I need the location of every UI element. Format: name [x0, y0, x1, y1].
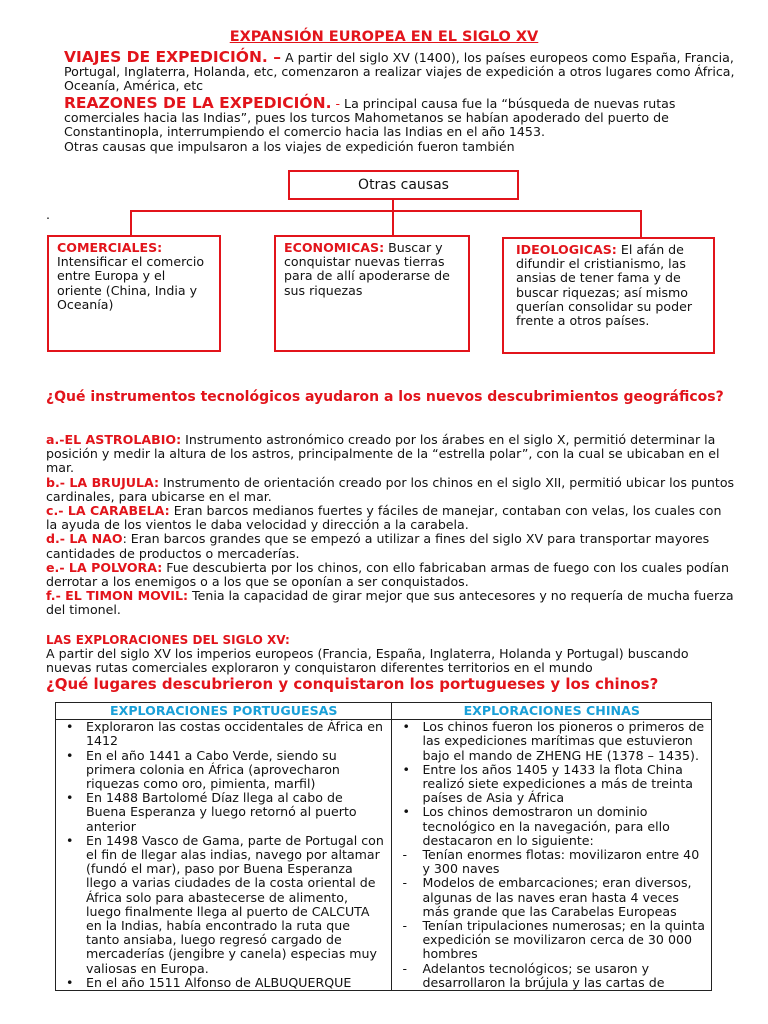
nao-label: d.- LA NAO	[46, 531, 123, 547]
list-item: • En el año 1511 Alfonso de ALBUQUERQUE	[62, 976, 385, 990]
list-item: • Los chinos fueron los pioneros o primeros de las expediciones marítimas que estuvieron bajo el mando de ZHENG HE (1378 – 1435).	[398, 720, 705, 763]
stray-dot: .	[46, 207, 51, 222]
lugares-question: ¿Qué lugares descubrieron y conquistaron los portugueses y los chinos?	[46, 675, 659, 693]
polvora-label: e.- LA POLVORA:	[46, 559, 163, 575]
astrolabio-label: a.-EL ASTROLABIO:	[46, 432, 182, 447]
cell-portuguesas	[56, 720, 392, 991]
instrument-carabela	[46, 504, 736, 532]
razones-dash: -	[331, 96, 345, 111]
polvora-text: Fue descubierta por los chinos, con ello fabricaban armas de fuego con los cuales podían derrotar a los enemigos o a los que se oponían a ser conquistados.	[46, 559, 729, 590]
viajes-text: A partir del siglo XV (1400), los países europeos como España, Francia, Portugal, Inglaterra, Holanda, etc, comenzaron a realizar viajes de expedición a otros lugares como África, Oceanía, América, etc	[64, 50, 735, 94]
list-item: • Los chinos demostraron un dominio tecnológico en la navegación, para ello destacaron en lo siguiente:	[398, 805, 705, 848]
diagram-root-box	[288, 170, 519, 200]
comerciales-label: COMERCIALES:	[57, 240, 163, 255]
ideologicas-text: El afán de difundir el cristianismo, las ansias de tener fama y de buscar riquezas; así mismo querían consolidar su poder frente a otros países.	[516, 242, 693, 329]
nao-text: : Eran barcos grandes que se empezó a utilizar a fines del siglo XV para transportar mayores cantidades de productos o mercaderías.	[46, 531, 710, 561]
exploraciones-table	[55, 702, 712, 991]
exploraciones-heading: LAS EXPLORACIONES DEL SIGLO XV:	[46, 633, 290, 647]
exploraciones-text: A partir del siglo XV los imperios europeos (Francia, España, Inglaterra, Holanda y Portugal) buscando nuevas rutas comerciales exploraron y conquistaron diferentes territorios en el mundo	[46, 646, 689, 676]
razones-label: REAZONES DE LA EXPEDICIÓN.	[64, 94, 332, 112]
economicas-text: Buscar y conquistar nuevas tierras para de allí apoderarse de sus riquezas	[284, 240, 450, 298]
instrument-brujula	[46, 476, 736, 504]
exploraciones-section	[46, 633, 736, 676]
instrument-timon	[46, 589, 736, 617]
diagram-root-label: Otras causas	[358, 177, 449, 193]
cell-chinas	[392, 720, 712, 991]
header-chinas: EXPLORACIONES CHINAS	[392, 703, 712, 720]
list-item: • Entre los años 1405 y 1433 la flota China realizó siete expediciones a más de treinta países de Asia y África	[398, 763, 705, 806]
economicas-label: ECONOMICAS:	[284, 240, 385, 255]
document-title: EXPANSIÓN EUROPEA EN EL SIGLO XV	[229, 29, 539, 45]
list-item: • En el año 1441 a Cabo Verde, siendo su primera colonia en África (aprovecharon riquezas como oro, pimienta, marfil)	[62, 749, 385, 792]
carabela-label: c.- LA CARABELA:	[46, 503, 170, 519]
razones-text: La principal causa fue la “búsqueda de nuevas rutas comerciales hacia las Indias”, pues los turcos Mahometanos se habían apoderado del puerto de Constantinopla, interrumpiendo el comercio hacia las Indias en el año 1453.	[64, 96, 676, 140]
brujula-text: Instrumento de orientación creado por los chinos en el siglo XII, permitió ubicar los puntos cardinales, para ubicarse en el mar.	[46, 474, 735, 504]
otras-causas-intro: Otras causas que impulsaron a los viajes de expedición fueron también	[64, 138, 515, 154]
table-row	[56, 720, 712, 991]
sub-list-item: - Modelos de embarcaciones; eran diversos, algunas de las naves eran hasta 4 veces más grande que las Carabelas Europeas	[402, 876, 705, 919]
list-item: • Exploraron las costas occidentales de África en 1412	[62, 720, 385, 748]
list-item: • En 1498 Vasco de Gama, parte de Portugal con el fin de llegar alas indias, navego por altamar (fundó el mar), paso por Buena Esperanza llego a varias ciudades de la costa oriental de África solo para abastecerse de alimento, luego finalmente llega al puerto de CALCUTA en la Indias, había encontrado la ruta que tanto ansiaba, luego regresó cargado de mercaderías (jengibre y canela) especias muy valiosas en Europa.	[62, 834, 385, 976]
instrument-astrolabio	[46, 433, 736, 476]
instrument-nao	[46, 532, 736, 560]
chinas-list	[398, 720, 705, 848]
ideologicas-label: IDEOLOGICAS:	[516, 242, 617, 257]
portuguesas-list	[62, 720, 385, 990]
viajes-section	[64, 50, 744, 94]
sub-list-item: - Tenían tripulaciones numerosas; en la quinta expedición se movilizaron cerca de 30 000 hombres	[402, 919, 705, 962]
sub-list-item: - Adelantos tecnológicos; se usaron y desarrollaron la brújula y las cartas de	[402, 962, 705, 990]
connector-middle	[392, 210, 394, 236]
viajes-label: VIAJES DE EXPEDICIÓN. –	[64, 48, 281, 66]
brujula-label: b.- LA BRUJULA:	[46, 474, 160, 490]
timon-label: f.- EL TIMON MOVIL:	[46, 588, 189, 604]
box-economicas	[274, 235, 470, 352]
carabela-text: Eran barcos medianos fuertes y fáciles de manejar, contaban con velas, los cuales con la ayuda de los vientos le daba velocidad y dirección a la carabela.	[46, 503, 722, 533]
connector-right	[640, 210, 642, 238]
instrument-polvora	[46, 561, 736, 589]
astrolabio-text: Instrumento astronómico creado por los árabes en el siglo X, permitió determinar la posición y medir la altura de los astros, principalmente de la “estrella polar”, con la cual se ubicaban en el mar.	[46, 432, 720, 476]
instrumentos-question: ¿Qué instrumentos tecnológicos ayudaron a los nuevos descubrimientos geográficos?	[46, 389, 724, 405]
connector-horizontal	[130, 210, 642, 212]
table-header-row	[56, 703, 712, 720]
timon-text: Tenia la capacidad de girar mejor que sus antecesores y no requería de mucha fuerza del timonel.	[46, 588, 734, 618]
box-comerciales	[47, 235, 221, 352]
comerciales-text: Intensificar el comercio entre Europa y el oriente (China, India y Oceanía)	[57, 254, 205, 312]
chinas-sub-list	[402, 848, 705, 990]
connector-left	[130, 210, 132, 236]
header-portuguesas: EXPLORACIONES PORTUGUESAS	[56, 703, 392, 720]
instrumentos-list	[46, 433, 736, 618]
sub-list-item: - Tenían enormes flotas: movilizaron entre 40 y 300 naves	[402, 848, 705, 876]
list-item: • En 1488 Bartolomé Díaz llega al cabo de Buena Esperanza y luego retornó al puerto anterior	[62, 791, 385, 834]
box-ideologicas	[502, 237, 715, 354]
razones-section	[64, 96, 744, 154]
